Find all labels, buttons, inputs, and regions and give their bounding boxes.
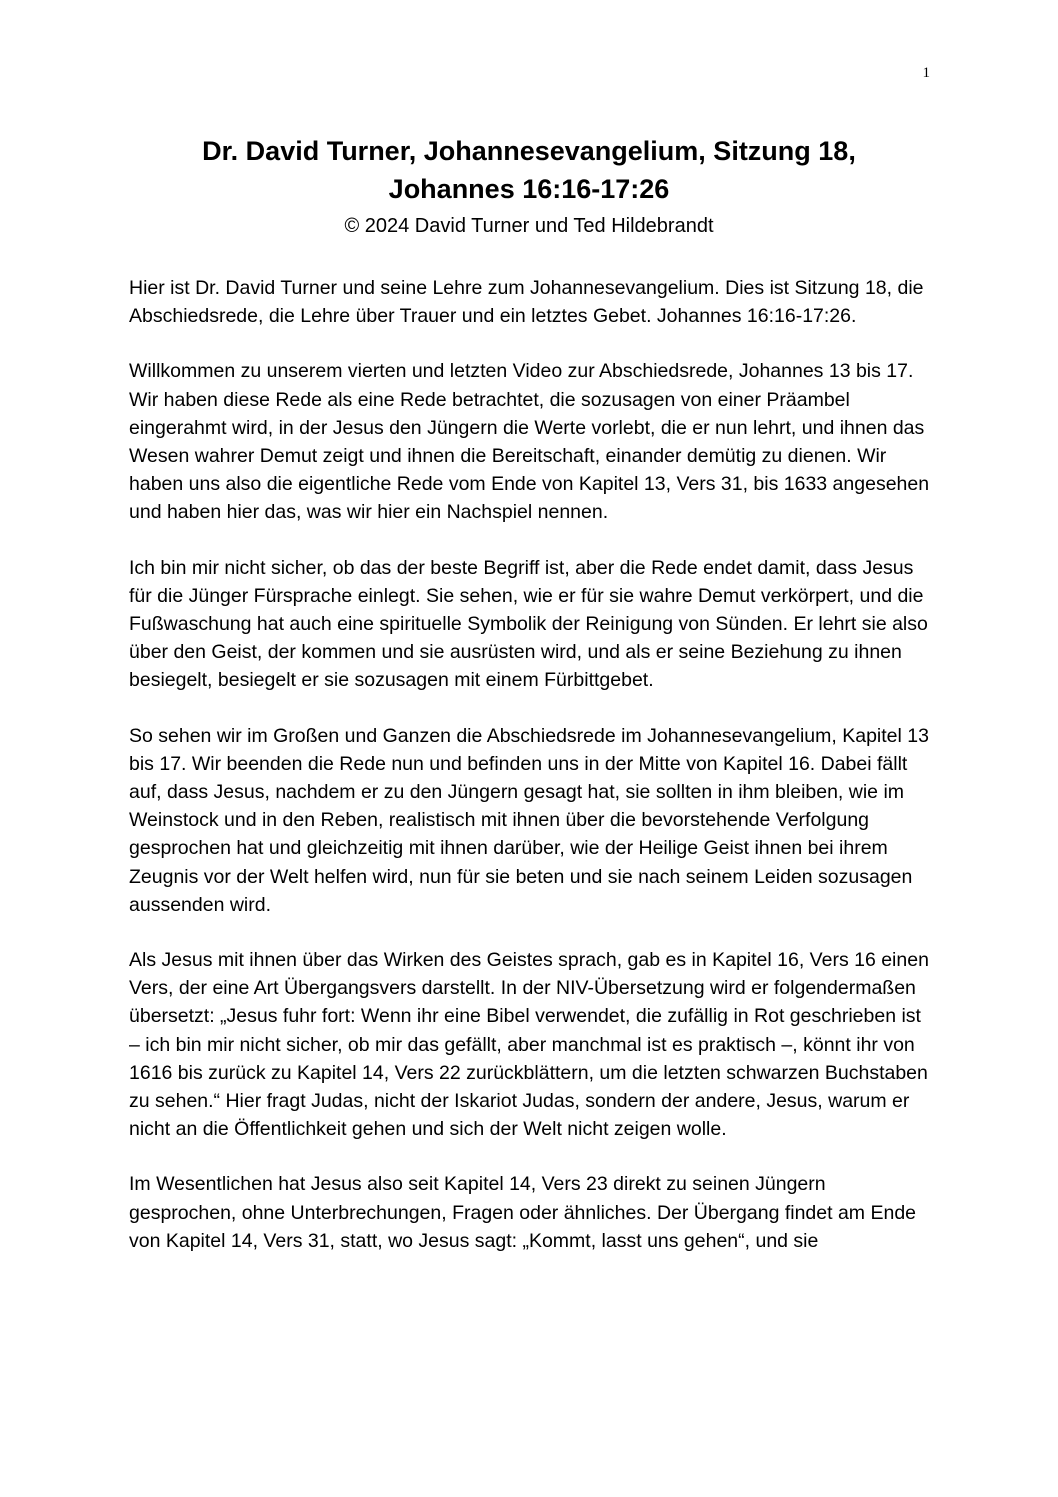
title-line-1: Dr. David Turner, Johannesevangelium, Sitzung 18,	[202, 136, 856, 166]
copyright-line: © 2024 David Turner und Ted Hildebrandt	[344, 215, 714, 237]
title-line-2: Johannes 16:16-17:26	[388, 174, 670, 204]
paragraph-4: So sehen wir im Großen und Ganzen die Abschiedsrede im Johannesevangelium, Kapitel 13 bis 17. Wir beenden die Rede nun und befinden uns in der Mitte von Kapitel 16. Dabei fällt auf, dass Jesus, nachdem er zu den Jüngern gesagt hat, sie sollten in ihm bleiben, wie im Weinstock und in den Reben, realistisch mit ihnen über die bevorstehende Verfolgung gesprochen hat und gleichzeitig mit ihnen darüber, wie der Heilige Geist ihnen bei ihrem Zeugnis vor der Welt helfen wird, nun für sie beten und sie nach seinem Leiden sozusagen aussenden wird.	[129, 724, 929, 916]
paragraph-2: Willkommen zu unserem vierten und letzten Video zur Abschiedsrede, Johannes 13 bis 17. Wir haben diese Rede als eine Rede betrachtet, die sozusagen von einer Präambel eingerahmt wird, in der Jesus den Jüngern die Werte vorlebt, die er nun lehrt, und ihnen das Wesen wahrer Demut zeigt und ihnen die Bereitschaft, einander demütig zu dienen. Wir haben uns also die eigentliche Rede vom Ende von Kapitel 13, Vers 31, bis 1633 angesehen und haben hier das, was wir hier ein Nachspiel nennen.	[129, 360, 930, 524]
paragraph-5: Als Jesus mit ihnen über das Wirken des Geistes sprach, gab es in Kapitel 16, Vers 16 einen Vers, der eine Art Übergangsvers darstellt. In der NIV-Übersetzung wird er folgendermaßen übersetzt: „Jesus fuhr fort: Wenn ihr eine Bibel verwendet, die zufällig in Rot geschrieben ist – ich bin mir nicht sicher, ob mir das gefällt, aber manchmal ist es praktisch –, könnt ihr von 1616 bis zurück zu Kapitel 14, Vers 22 zurückblättern, um die letzten schwarzen Buchstaben zu sehen.“ Hier fragt Judas, nicht der Iskariot Judas, sondern der andere, Jesus, warum er nicht an die Öffentlichkeit gehen und sich der Welt nicht zeigen wolle.	[129, 949, 929, 1141]
paragraph-6: Im Wesentlichen hat Jesus also seit Kapitel 14, Vers 23 direkt zu seinen Jüngern gesprochen, ohne Unterbrechungen, Fragen oder ähnliches. Der Übergang findet am Ende von Kapitel 14, Vers 31, statt, wo Jesus sagt: „Kommt, lasst uns gehen“, und sie	[129, 1173, 917, 1252]
paragraph-1: Hier ist Dr. David Turner und seine Lehre zum Johannesevangelium. Dies ist Sitzung 18, die Abschiedsrede, die Lehre über Trauer und ein letztes Gebet. Johannes 16:16-17:26.	[129, 277, 924, 328]
paragraph-3: Ich bin mir nicht sicher, ob das der beste Begriff ist, aber die Rede endet damit, dass Jesus für die Jünger Fürsprache einlegt. Sie sehen, wie er für sie wahre Demut verkörpert, und die Fußwaschung hat auch eine spirituelle Symbolik der Reinigung von Sünden. Er lehrt sie also über den Geist, der kommen und sie ausrüsten wird, und als er seine Beziehung zu ihnen besiegelt, besiegelt er sie sozusagen mit einem Fürbittgebet.	[129, 556, 928, 692]
document-body	[129, 274, 931, 1282]
title-block	[100, 132, 958, 240]
document-title	[100, 132, 958, 208]
page-number: 1	[922, 65, 930, 81]
